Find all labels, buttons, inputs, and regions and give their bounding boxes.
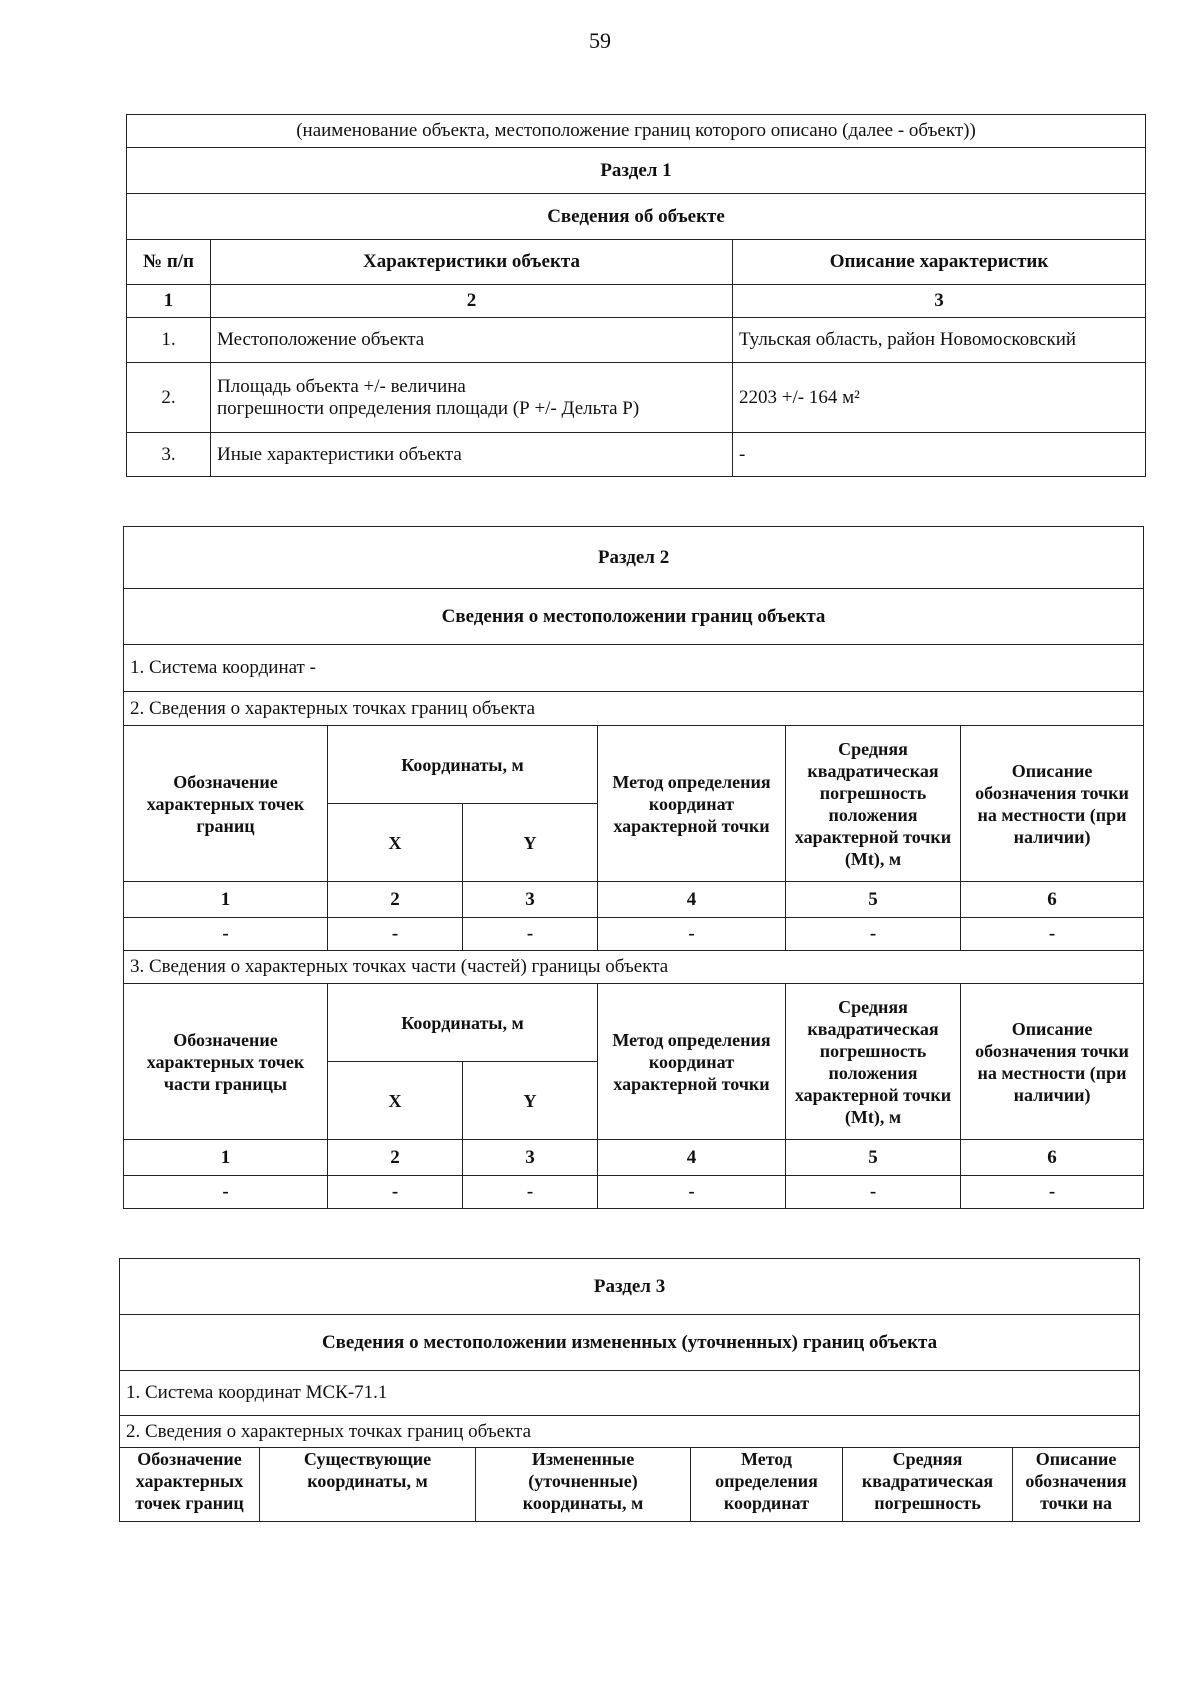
row-number: 3. [127, 433, 211, 477]
header-method: Метод определения координат [691, 1448, 843, 1522]
empty-cell: - [961, 918, 1144, 951]
header-characteristics: Характеристики объекта [211, 240, 733, 285]
section-3-subtitle: Сведения о местоположении измененных (уточненных) границ объекта [120, 1315, 1140, 1371]
col-number: 3 [463, 882, 598, 918]
col-number: 6 [961, 882, 1144, 918]
header-x: X [328, 1062, 463, 1140]
section-1-subtitle: Сведения об объекте [127, 194, 1146, 240]
header-number: № п/п [127, 240, 211, 285]
row-number: 1. [127, 318, 211, 363]
table-row [124, 918, 1144, 951]
empty-cell: - [124, 918, 328, 951]
empty-cell: - [598, 918, 786, 951]
header-changed-coords: Измененные (уточненные) координаты, м [476, 1448, 691, 1522]
section-3-title: Раздел 3 [120, 1259, 1140, 1315]
table-row [124, 1176, 1144, 1209]
header-designation: Обозначение характерных точек границ [120, 1448, 260, 1522]
empty-cell: - [124, 1176, 328, 1209]
col-number: 5 [786, 1140, 961, 1176]
header-point-description: Описание обозначения точки на местности (при наличии) [961, 984, 1144, 1140]
empty-cell: - [786, 1176, 961, 1209]
row-name: Иные характеристики объекта [211, 433, 733, 477]
col-number: 3 [733, 285, 1146, 318]
empty-cell: - [328, 918, 463, 951]
empty-cell: - [463, 1176, 598, 1209]
points-label: 2. Сведения о характерных точках границ объекта [120, 1416, 1140, 1448]
header-error: Средняя квадратическая погрешность положения характерной точки (Mt), м [786, 984, 961, 1140]
row-name-line: Площадь объекта +/- величина [217, 375, 466, 397]
header-y: Y [463, 804, 598, 882]
header-designation: Обозначение характерных точек части границы [124, 984, 328, 1140]
header-coords: Координаты, м [328, 726, 598, 804]
table-row [127, 318, 1146, 363]
section-2-table [123, 526, 1144, 1209]
col-number: 6 [961, 1140, 1144, 1176]
col-number: 5 [786, 882, 961, 918]
section-1-table [126, 114, 1146, 477]
header-coords: Координаты, м [328, 984, 598, 1062]
col-number: 1 [127, 285, 211, 318]
col-number: 4 [598, 1140, 786, 1176]
header-method: Метод определения координат характерной точки [598, 726, 786, 882]
row-name: Местоположение объекта [211, 318, 733, 363]
col-number: 4 [598, 882, 786, 918]
col-number: 2 [328, 1140, 463, 1176]
row-name-line: погрешности определения площади (Р +/- Дельта Р) [217, 397, 640, 419]
parts-label: 3. Сведения о характерных точках части (частей) границы объекта [124, 951, 1144, 984]
row-desc: Тульская область, район Новомосковский [733, 318, 1146, 363]
coord-system: 1. Система координат МСК-71.1 [120, 1371, 1140, 1416]
section-1-title: Раздел 1 [127, 148, 1146, 194]
col-number: 1 [124, 1140, 328, 1176]
header-designation: Обозначение характерных точек границ [124, 726, 328, 882]
empty-cell: - [328, 1176, 463, 1209]
header-point-description: Описание обозначения точки на [1013, 1448, 1140, 1522]
table-row [127, 363, 1146, 433]
empty-cell: - [961, 1176, 1144, 1209]
points-label: 2. Сведения о характерных точках границ объекта [124, 692, 1144, 726]
empty-cell: - [786, 918, 961, 951]
section-2-subtitle: Сведения о местоположении границ объекта [124, 589, 1144, 645]
header-error: Средняя квадратическая погрешность положения характерной точки (Mt), м [786, 726, 961, 882]
section-2-title: Раздел 2 [124, 527, 1144, 589]
empty-cell: - [463, 918, 598, 951]
section-3-table [119, 1258, 1140, 1522]
col-number: 3 [463, 1140, 598, 1176]
page-number: 59 [589, 28, 611, 53]
header-method: Метод определения координат характерной точки [598, 984, 786, 1140]
header-error: Средняя квадратическая погрешность [843, 1448, 1013, 1522]
col-number: 1 [124, 882, 328, 918]
table-row [127, 433, 1146, 477]
header-existing-coords: Существующие координаты, м [260, 1448, 476, 1522]
object-name-caption: (наименование объекта, местоположение границ которого описано (далее - объект)) [127, 115, 1146, 148]
header-x: X [328, 804, 463, 882]
row-name [211, 363, 733, 433]
header-y: Y [463, 1062, 598, 1140]
coord-system: 1. Система координат - [124, 645, 1144, 692]
empty-cell: - [598, 1176, 786, 1209]
col-number: 2 [211, 285, 733, 318]
row-desc: - [733, 433, 1146, 477]
col-number: 2 [328, 882, 463, 918]
row-desc: 2203 +/- 164 м² [733, 363, 1146, 433]
header-description: Описание характеристик [733, 240, 1146, 285]
header-point-description: Описание обозначения точки на местности (при наличии) [961, 726, 1144, 882]
row-number: 2. [127, 363, 211, 433]
